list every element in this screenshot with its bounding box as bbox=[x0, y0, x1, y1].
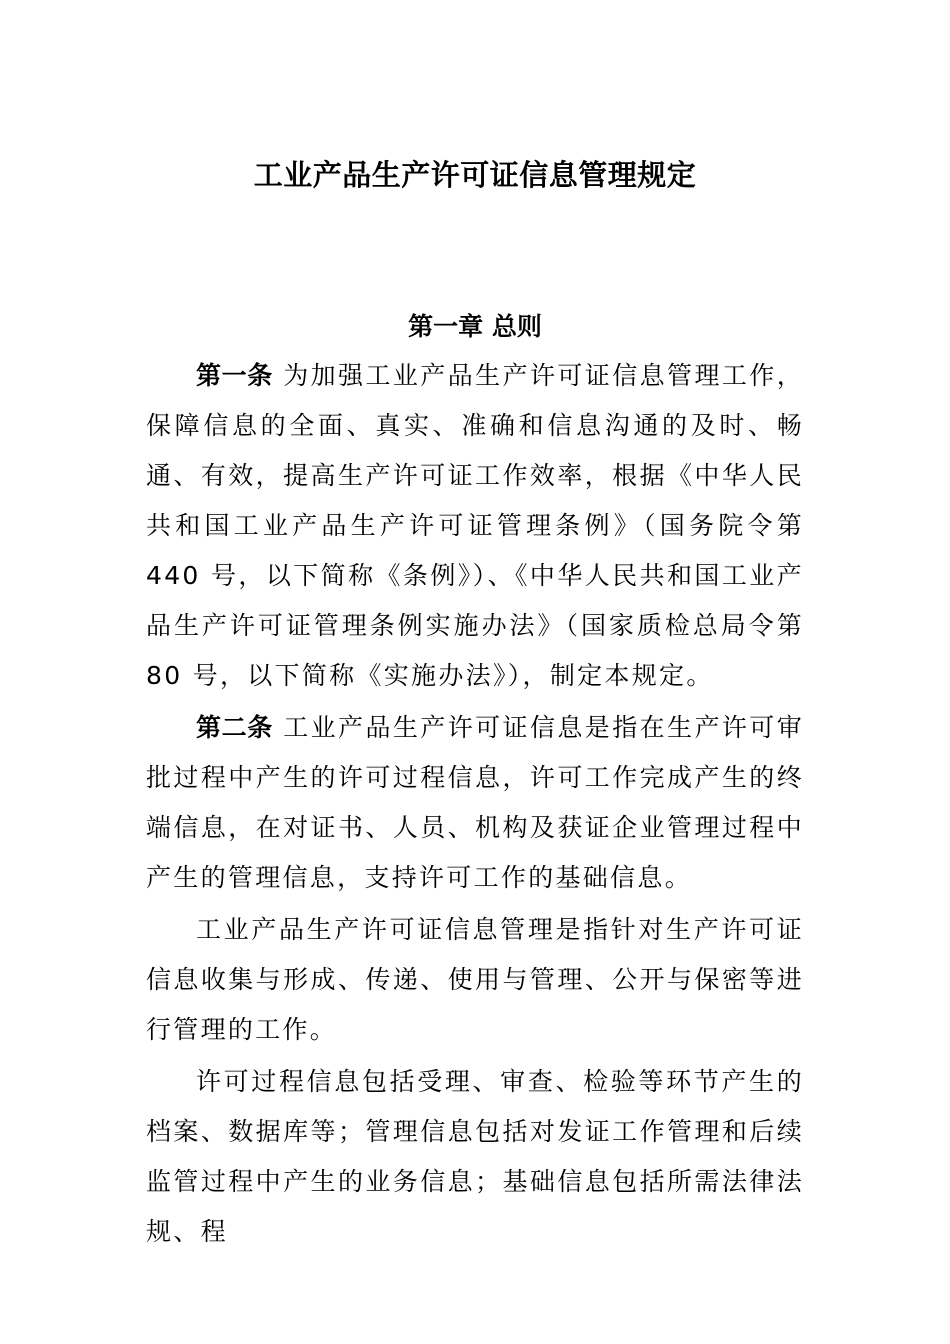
article-2-paragraph-continued bbox=[146, 905, 804, 1055]
chapter-heading: 第一章 总则 bbox=[408, 312, 542, 341]
article-text: 为加强工业产品生产许可证信息管理工作，保障信息的全面、真实、准确和信息沟通的及时、畅通、有效，提高生产许可证工作效率，根据《中华人民共和国工业产品生产许可证管理条例》（国务院令第 440 号，以下简称《条例》）、《中华人民共和国工业产品生产许可证管理条例实施办法》（国家质检总局令第 80 号，以下简称《实施办法》），制定本规定。 bbox=[146, 361, 804, 690]
document-body bbox=[146, 351, 804, 1257]
paragraph-text: 工业产品生产许可证信息管理是指针对生产许可证信息收集与形成、传递、使用与管理、公开与保密等进行管理的工作。 bbox=[146, 915, 804, 1044]
article-text: 工业产品生产许可证信息是指在生产许可审批过程中产生的许可过程信息，许可工作完成产生的终端信息，在对证书、人员、机构及获证企业管理过程中产生的管理信息，支持许可工作的基础信息。 bbox=[146, 713, 804, 892]
document-title: 工业产品生产许可证信息管理规定 bbox=[253, 158, 697, 192]
article-label: 第一条 bbox=[196, 361, 273, 390]
article-1-paragraph bbox=[146, 351, 804, 701]
paragraph-text: 许可过程信息包括受理、审查、检验等环节产生的档案、数据库等；管理信息包括对发证工作管理和后续监管过程中产生的业务信息；基础信息包括所需法律法规、程 bbox=[146, 1067, 804, 1246]
article-2-paragraph bbox=[146, 703, 804, 903]
article-2-paragraph-continued bbox=[146, 1057, 804, 1257]
article-label: 第二条 bbox=[196, 713, 273, 742]
